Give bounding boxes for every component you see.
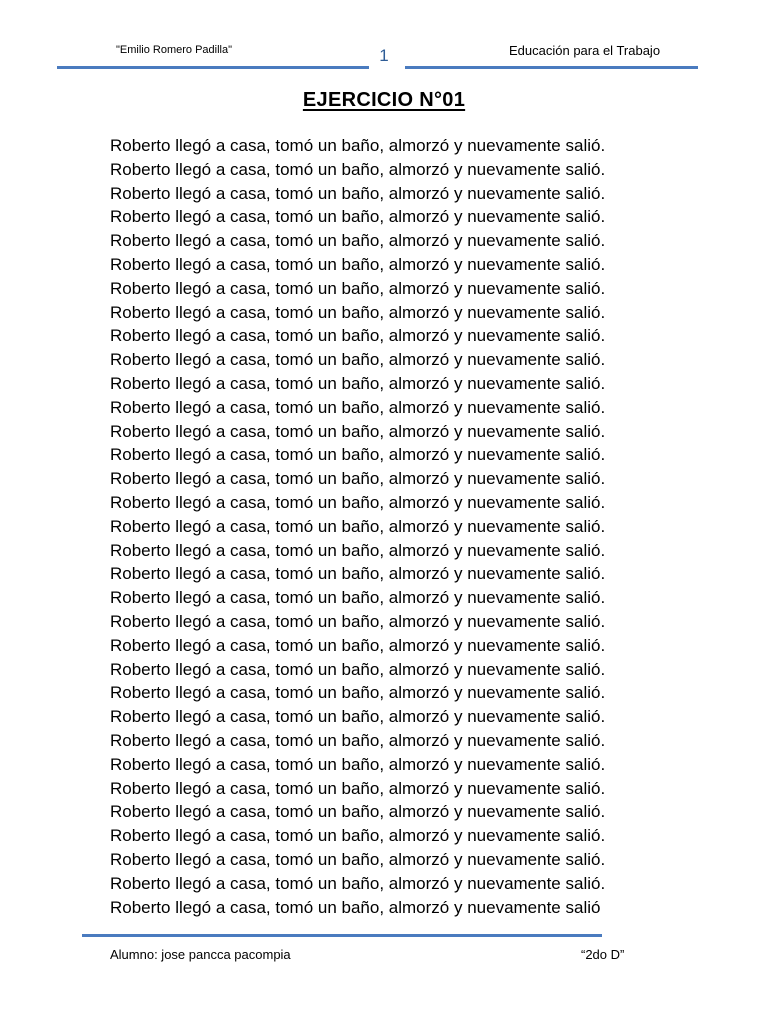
- text-line: Roberto llegó a casa, tomó un baño, almorzó y nuevamente salió.: [110, 445, 606, 465]
- text-line: Roberto llegó a casa, tomó un baño, almorzó y nuevamente salió.: [110, 421, 606, 441]
- text-line: Roberto llegó a casa, tomó un baño, almorzó y nuevamente salió.: [110, 707, 606, 727]
- header-rule-right: [405, 66, 698, 69]
- text-line: Roberto llegó a casa, tomó un baño, almorzó y nuevamente salió.: [110, 802, 606, 822]
- text-line: Roberto llegó a casa, tomó un baño, almorzó y nuevamente salió.: [110, 254, 606, 274]
- text-line: Roberto llegó a casa, tomó un baño, almorzó y nuevamente salió.: [110, 492, 606, 512]
- text-line: Roberto llegó a casa, tomó un baño, almorzó y nuevamente salió.: [110, 754, 606, 774]
- text-line: Roberto llegó a casa, tomó un baño, almorzó y nuevamente salió.: [110, 469, 606, 489]
- text-line: Roberto llegó a casa, tomó un baño, almorzó y nuevamente salió.: [110, 730, 606, 750]
- text-line: Roberto llegó a casa, tomó un baño, almorzó y nuevamente salió: [110, 897, 601, 917]
- header-school-name: "Emilio Romero Padilla": [116, 44, 233, 56]
- footer-grade: “2do D”: [581, 947, 625, 962]
- footer-student-name: Alumno: jose pancca pacompia: [110, 947, 291, 962]
- exercise-title: EJERCICIO N°01: [302, 89, 466, 111]
- page-number: 1: [379, 46, 389, 65]
- text-line: Roberto llegó a casa, tomó un baño, almorzó y nuevamente salió.: [110, 136, 606, 155]
- text-line: Roberto llegó a casa, tomó un baño, almorzó y nuevamente salió.: [110, 231, 606, 251]
- text-line: Roberto llegó a casa, tomó un baño, almorzó y nuevamente salió.: [110, 826, 606, 846]
- text-line: Roberto llegó a casa, tomó un baño, almorzó y nuevamente salió.: [110, 588, 606, 608]
- text-line: Roberto llegó a casa, tomó un baño, almorzó y nuevamente salió.: [110, 540, 606, 560]
- text-line: Roberto llegó a casa, tomó un baño, almorzó y nuevamente salió.: [110, 326, 606, 346]
- text-line: Roberto llegó a casa, tomó un baño, almorzó y nuevamente salió.: [110, 778, 606, 798]
- header-rule-left: [57, 66, 369, 69]
- text-line: Roberto llegó a casa, tomó un baño, almorzó y nuevamente salió.: [110, 207, 606, 227]
- text-line: Roberto llegó a casa, tomó un baño, almorzó y nuevamente salió.: [110, 350, 606, 370]
- text-line: Roberto llegó a casa, tomó un baño, almorzó y nuevamente salió.: [110, 159, 606, 179]
- text-line: Roberto llegó a casa, tomó un baño, almorzó y nuevamente salió.: [110, 873, 606, 893]
- text-line: Roberto llegó a casa, tomó un baño, almorzó y nuevamente salió.: [110, 397, 606, 417]
- text-line: Roberto llegó a casa, tomó un baño, almorzó y nuevamente salió.: [110, 278, 606, 298]
- text-line: Roberto llegó a casa, tomó un baño, almorzó y nuevamente salió.: [110, 564, 606, 584]
- text-line: Roberto llegó a casa, tomó un baño, almorzó y nuevamente salió.: [110, 516, 606, 536]
- header-subject: Educación para el Trabajo: [509, 43, 661, 58]
- text-line: Roberto llegó a casa, tomó un baño, almorzó y nuevamente salió.: [110, 683, 606, 703]
- text-line: Roberto llegó a casa, tomó un baño, almorzó y nuevamente salió.: [110, 635, 606, 655]
- exercise-text-lines: [110, 134, 605, 919]
- text-line: Roberto llegó a casa, tomó un baño, almorzó y nuevamente salió.: [110, 849, 606, 869]
- footer-rule: [82, 934, 602, 937]
- text-line: Roberto llegó a casa, tomó un baño, almorzó y nuevamente salió.: [110, 659, 606, 679]
- text-line: Roberto llegó a casa, tomó un baño, almorzó y nuevamente salió.: [110, 373, 606, 393]
- text-line: Roberto llegó a casa, tomó un baño, almorzó y nuevamente salió.: [110, 611, 606, 631]
- text-line: Roberto llegó a casa, tomó un baño, almorzó y nuevamente salió.: [110, 302, 606, 322]
- text-line: Roberto llegó a casa, tomó un baño, almorzó y nuevamente salió.: [110, 183, 606, 203]
